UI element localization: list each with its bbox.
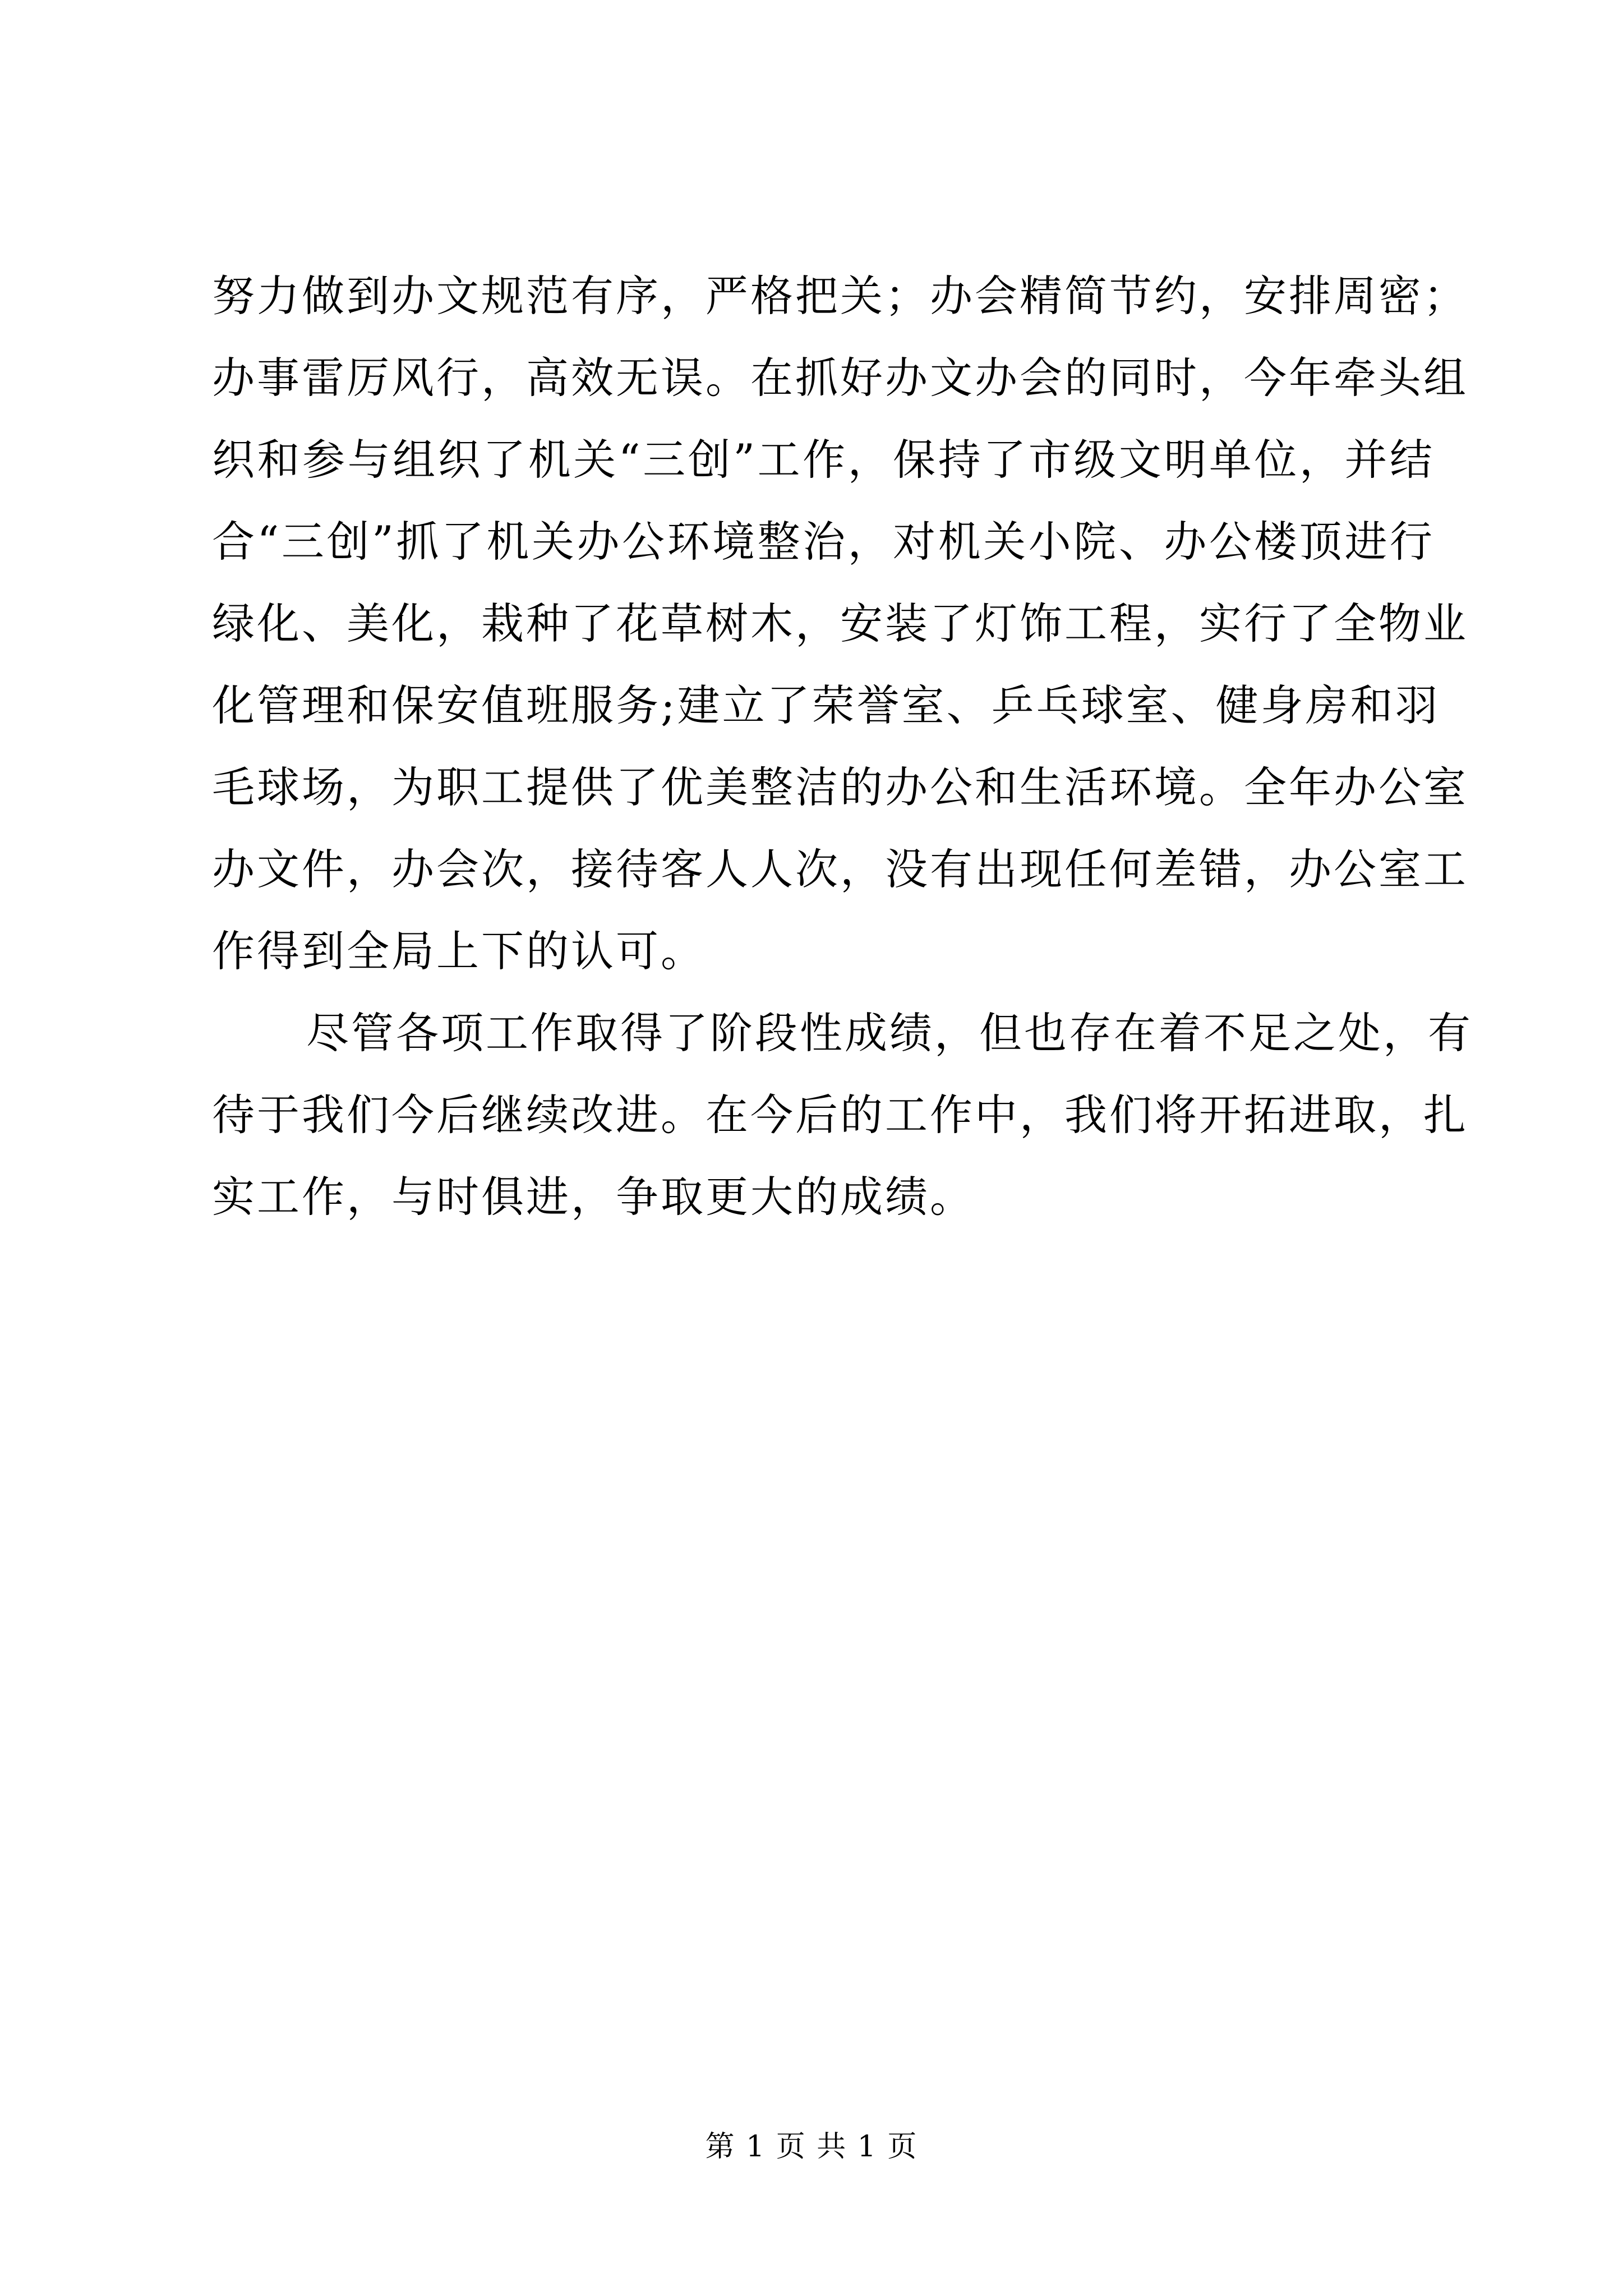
paragraph-2-line-1: 尽管各项工作取得了阶段性成绩，但也存在着不足之处，有 <box>306 1008 1473 1058</box>
paragraph-1-line-2: 办事雷厉风行，高效无误。在抓好办文办会的同时，今年牵头组 <box>212 353 1468 403</box>
document-body <box>212 255 1473 1238</box>
paragraph-2-line-3: 实工作，与时俱进，争取更大的成绩。 <box>212 1172 975 1222</box>
paragraph-2-line-2: 待于我们今后继续改进。在今后的工作中，我们将开拓进取，扎 <box>212 1090 1468 1140</box>
paragraph-1-line-1: 努力做到办文规范有序，严格把关；办会精简节约，安排周密； <box>212 271 1468 321</box>
page-number-footer: 第 1 页 共 1 页 <box>705 2130 918 2164</box>
paragraph-1-line-7: 毛球场，为职工提供了优美整洁的办公和生活环境。全年办公室 <box>212 762 1468 812</box>
paragraph-1-line-4: 合“三创”抓了机关办公环境整治，对机关小院、办公楼顶进行 <box>212 517 1435 567</box>
paragraph-1-line-5: 绿化、美化，栽种了花草树木，安装了灯饰工程，实行了全物业 <box>212 599 1468 648</box>
paragraph-1-line-3: 织和参与组织了机关“三创”工作，保持了市级文明单位，并结 <box>212 435 1435 485</box>
paragraph-1-line-8: 办文件，办会次，接待客人人次，没有出现任何差错，办公室工 <box>212 844 1468 894</box>
paragraph-1-line-6: 化管理和保安值班服务;建立了荣誉室、乒乓球室、健身房和羽 <box>212 680 1440 730</box>
paragraph-1-line-9: 作得到全局上下的认可。 <box>212 926 706 976</box>
